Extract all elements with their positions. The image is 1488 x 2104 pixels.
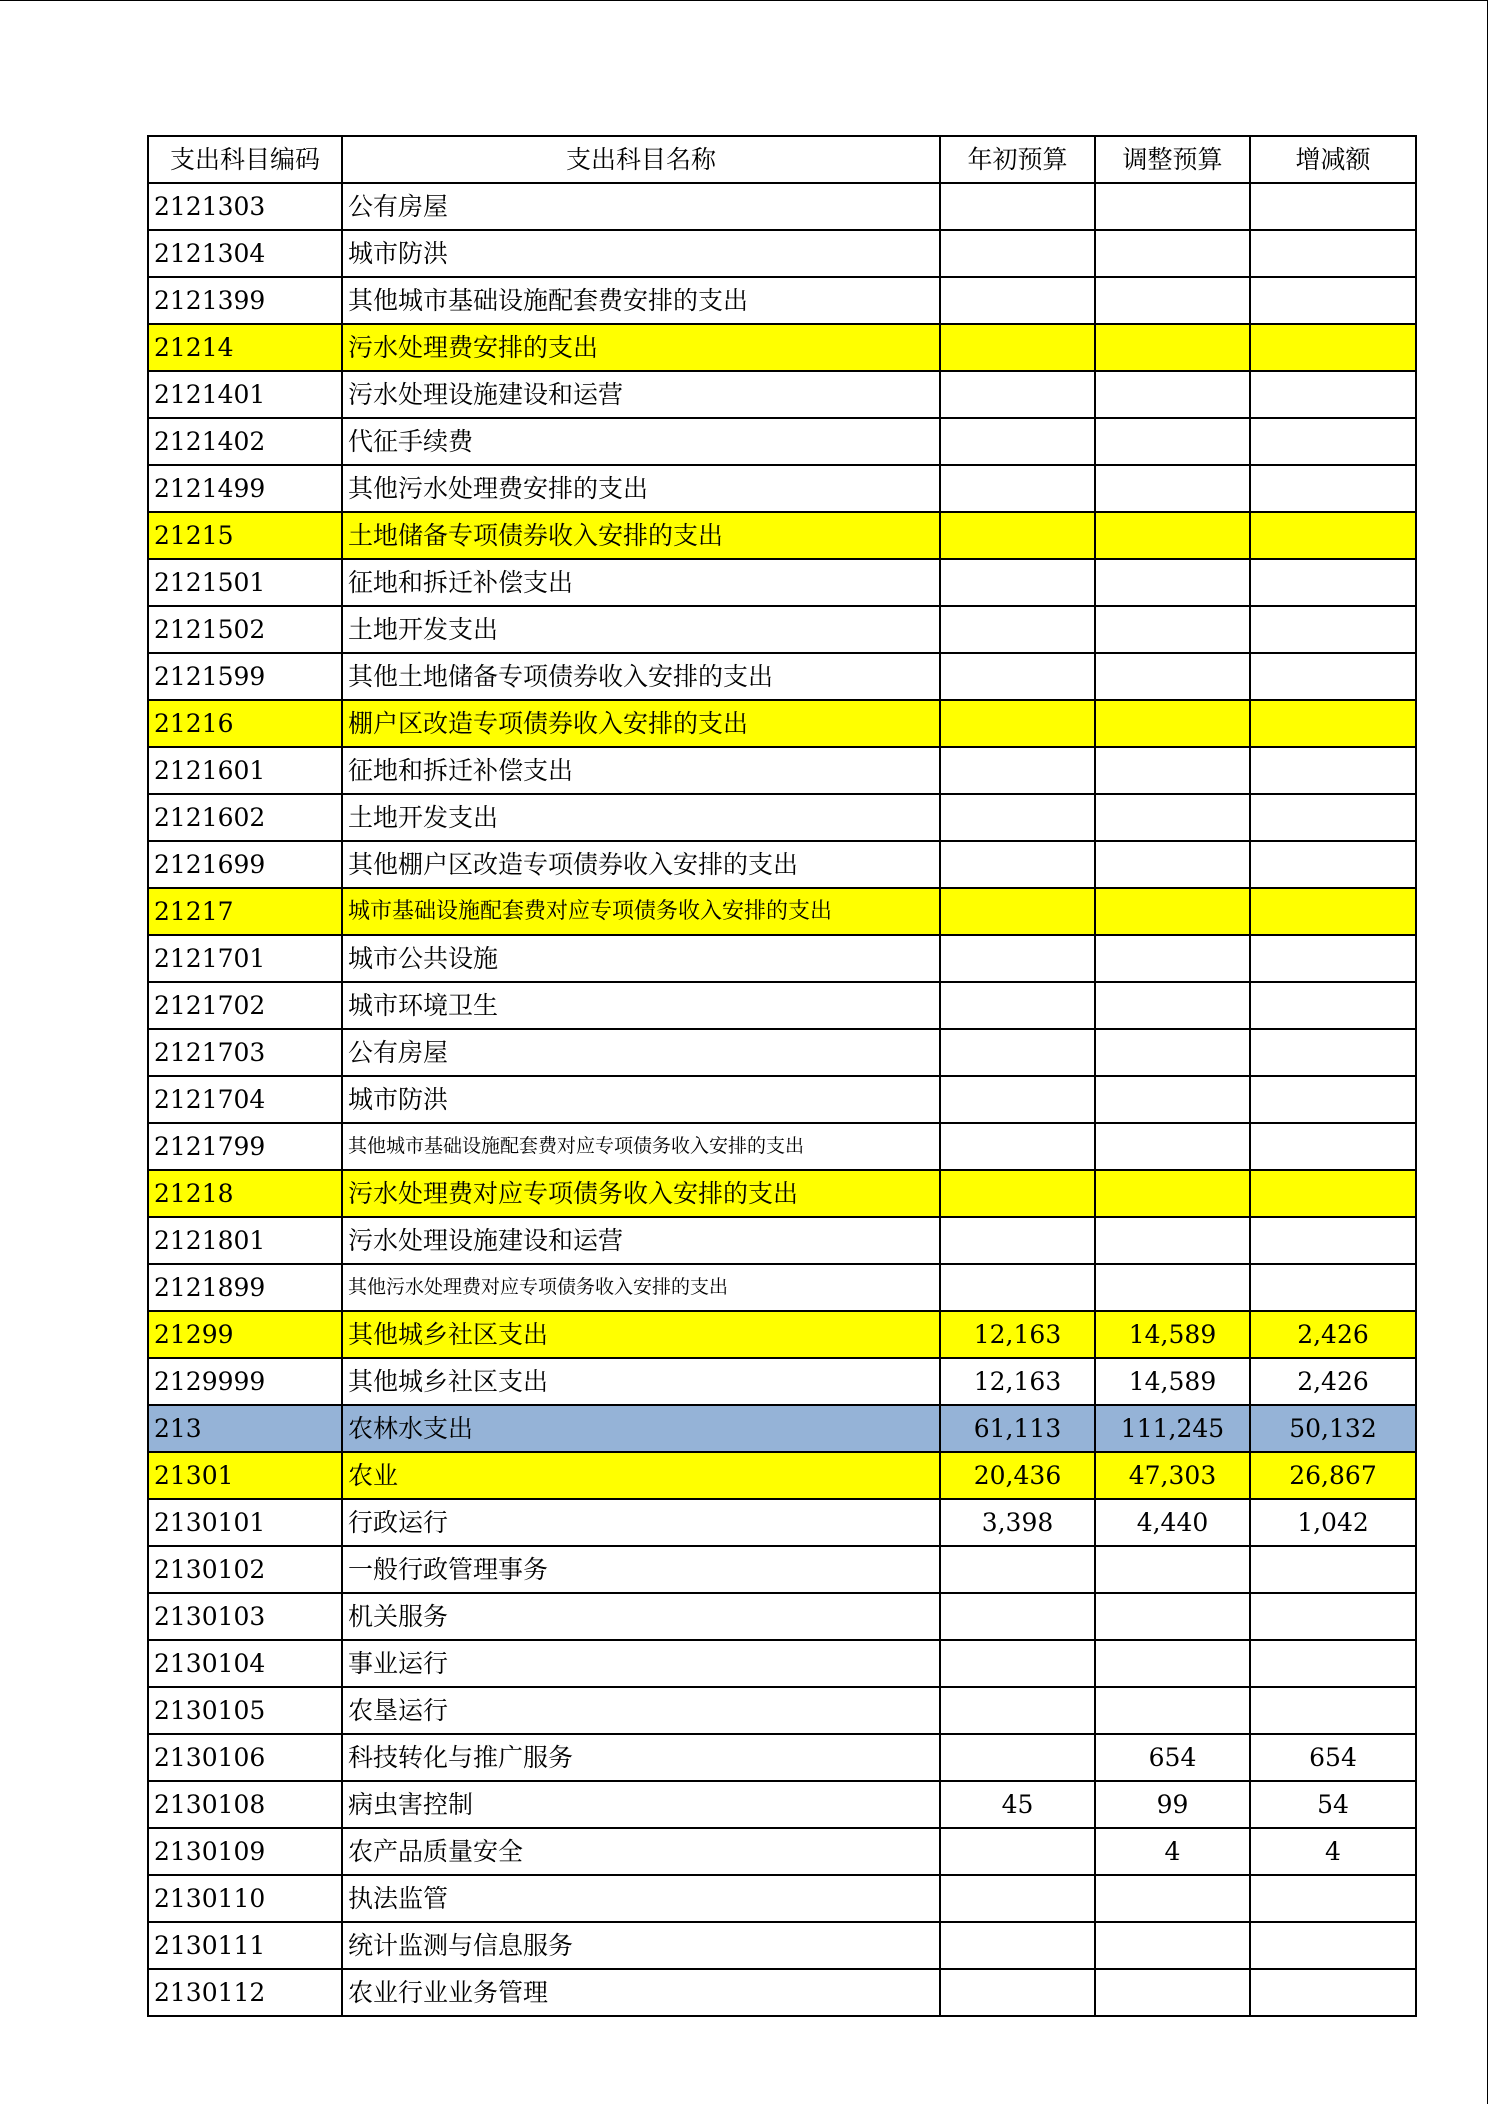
cell-adjusted-budget: 4 — [1095, 1828, 1250, 1875]
cell-name: 农业 — [342, 1452, 940, 1499]
cell-code: 2121601 — [148, 747, 342, 794]
cell-name: 一般行政管理事务 — [342, 1546, 940, 1593]
cell-change-amount — [1250, 1640, 1416, 1687]
cell-initial-budget: 12,163 — [940, 1311, 1095, 1358]
cell-name: 城市防洪 — [342, 230, 940, 277]
cell-adjusted-budget — [1095, 794, 1250, 841]
table-row — [148, 1687, 1416, 1734]
cell-change-amount — [1250, 512, 1416, 559]
cell-initial-budget — [940, 888, 1095, 935]
cell-adjusted-budget — [1095, 747, 1250, 794]
cell-code: 2130106 — [148, 1734, 342, 1781]
table-row — [148, 700, 1416, 747]
cell-initial-budget — [940, 653, 1095, 700]
cell-initial-budget — [940, 747, 1095, 794]
cell-change-amount — [1250, 465, 1416, 512]
table-row — [148, 1499, 1416, 1546]
cell-code: 2130109 — [148, 1828, 342, 1875]
table-row — [148, 1828, 1416, 1875]
cell-adjusted-budget — [1095, 700, 1250, 747]
table-row — [148, 747, 1416, 794]
cell-name: 土地开发支出 — [342, 794, 940, 841]
cell-code: 2121699 — [148, 841, 342, 888]
cell-code: 2121501 — [148, 559, 342, 606]
cell-initial-budget — [940, 1217, 1095, 1264]
header-adjusted-budget: 调整预算 — [1095, 136, 1250, 183]
cell-code: 2121702 — [148, 982, 342, 1029]
cell-initial-budget — [940, 1828, 1095, 1875]
cell-name: 污水处理设施建设和运营 — [342, 1217, 940, 1264]
cell-change-amount — [1250, 606, 1416, 653]
table-row — [148, 465, 1416, 512]
table-row — [148, 794, 1416, 841]
cell-name: 农产品质量安全 — [342, 1828, 940, 1875]
table-row — [148, 1358, 1416, 1405]
table-row — [148, 324, 1416, 371]
cell-change-amount — [1250, 653, 1416, 700]
header-initial-budget: 年初预算 — [940, 136, 1095, 183]
cell-name: 农垦运行 — [342, 1687, 940, 1734]
table-row — [148, 1264, 1416, 1311]
cell-change-amount: 26,867 — [1250, 1452, 1416, 1499]
cell-name: 污水处理费安排的支出 — [342, 324, 940, 371]
cell-adjusted-budget — [1095, 1076, 1250, 1123]
cell-initial-budget — [940, 1123, 1095, 1170]
cell-adjusted-budget — [1095, 1029, 1250, 1076]
cell-adjusted-budget — [1095, 1217, 1250, 1264]
cell-change-amount — [1250, 794, 1416, 841]
table-row — [148, 982, 1416, 1029]
cell-adjusted-budget — [1095, 1170, 1250, 1217]
cell-adjusted-budget — [1095, 1687, 1250, 1734]
cell-adjusted-budget: 14,589 — [1095, 1358, 1250, 1405]
cell-name: 污水处理费对应专项债务收入安排的支出 — [342, 1170, 940, 1217]
cell-code: 2121502 — [148, 606, 342, 653]
cell-change-amount — [1250, 1969, 1416, 2016]
cell-adjusted-budget: 4,440 — [1095, 1499, 1250, 1546]
cell-adjusted-budget — [1095, 418, 1250, 465]
cell-change-amount: 1,042 — [1250, 1499, 1416, 1546]
cell-change-amount: 654 — [1250, 1734, 1416, 1781]
cell-initial-budget — [940, 183, 1095, 230]
cell-code: 21301 — [148, 1452, 342, 1499]
cell-name: 其他棚户区改造专项债券收入安排的支出 — [342, 841, 940, 888]
cell-code: 2130112 — [148, 1969, 342, 2016]
cell-code: 2121801 — [148, 1217, 342, 1264]
table-row — [148, 841, 1416, 888]
cell-change-amount — [1250, 888, 1416, 935]
cell-adjusted-budget — [1095, 1593, 1250, 1640]
cell-code: 2130102 — [148, 1546, 342, 1593]
cell-initial-budget — [940, 1640, 1095, 1687]
cell-initial-budget — [940, 418, 1095, 465]
cell-name: 城市环境卫生 — [342, 982, 940, 1029]
cell-name: 城市公共设施 — [342, 935, 940, 982]
cell-change-amount — [1250, 559, 1416, 606]
table-header — [148, 136, 1416, 183]
cell-code: 2121701 — [148, 935, 342, 982]
cell-initial-budget: 3,398 — [940, 1499, 1095, 1546]
cell-adjusted-budget — [1095, 465, 1250, 512]
table-row — [148, 183, 1416, 230]
cell-name: 其他城市基础设施配套费对应专项债务收入安排的支出 — [342, 1123, 940, 1170]
cell-name: 农业行业业务管理 — [342, 1969, 940, 2016]
cell-initial-budget — [940, 1264, 1095, 1311]
cell-change-amount — [1250, 324, 1416, 371]
cell-initial-budget — [940, 1969, 1095, 2016]
table-row — [148, 1452, 1416, 1499]
cell-adjusted-budget — [1095, 512, 1250, 559]
cell-code: 2130103 — [148, 1593, 342, 1640]
cell-initial-budget — [940, 794, 1095, 841]
cell-name: 土地开发支出 — [342, 606, 940, 653]
cell-code: 2121401 — [148, 371, 342, 418]
cell-change-amount — [1250, 371, 1416, 418]
cell-name: 统计监测与信息服务 — [342, 1922, 940, 1969]
cell-name: 其他城乡社区支出 — [342, 1311, 940, 1358]
cell-code: 2130104 — [148, 1640, 342, 1687]
cell-initial-budget — [940, 1922, 1095, 1969]
cell-adjusted-budget — [1095, 371, 1250, 418]
table-row — [148, 1734, 1416, 1781]
cell-adjusted-budget — [1095, 277, 1250, 324]
table-row — [148, 1875, 1416, 1922]
cell-change-amount — [1250, 841, 1416, 888]
table-row — [148, 1969, 1416, 2016]
header-code: 支出科目编码 — [148, 136, 342, 183]
cell-adjusted-budget — [1095, 1969, 1250, 2016]
cell-name: 代征手续费 — [342, 418, 940, 465]
table-body — [148, 183, 1416, 2016]
cell-code: 2121499 — [148, 465, 342, 512]
table-row — [148, 1405, 1416, 1452]
cell-adjusted-budget — [1095, 183, 1250, 230]
cell-initial-budget — [940, 982, 1095, 1029]
cell-adjusted-budget — [1095, 1875, 1250, 1922]
table-row — [148, 1640, 1416, 1687]
table-row — [148, 653, 1416, 700]
cell-initial-budget — [940, 1734, 1095, 1781]
cell-code: 213 — [148, 1405, 342, 1452]
header-name: 支出科目名称 — [342, 136, 940, 183]
cell-name: 其他污水处理费安排的支出 — [342, 465, 940, 512]
cell-change-amount — [1250, 183, 1416, 230]
cell-code: 2121599 — [148, 653, 342, 700]
cell-code: 2130105 — [148, 1687, 342, 1734]
cell-name: 其他城乡社区支出 — [342, 1358, 940, 1405]
cell-name: 事业运行 — [342, 1640, 940, 1687]
cell-code: 21299 — [148, 1311, 342, 1358]
cell-initial-budget — [940, 324, 1095, 371]
table-row — [148, 888, 1416, 935]
cell-change-amount — [1250, 230, 1416, 277]
cell-code: 21218 — [148, 1170, 342, 1217]
cell-name: 机关服务 — [342, 1593, 940, 1640]
cell-adjusted-budget — [1095, 1640, 1250, 1687]
cell-change-amount: 50,132 — [1250, 1405, 1416, 1452]
cell-change-amount — [1250, 1170, 1416, 1217]
table-row — [148, 1076, 1416, 1123]
cell-name: 行政运行 — [342, 1499, 940, 1546]
cell-name: 公有房屋 — [342, 183, 940, 230]
table-row — [148, 371, 1416, 418]
cell-code: 21216 — [148, 700, 342, 747]
table-row — [148, 1922, 1416, 1969]
cell-name: 其他污水处理费对应专项债务收入安排的支出 — [342, 1264, 940, 1311]
cell-adjusted-budget — [1095, 1264, 1250, 1311]
cell-adjusted-budget: 654 — [1095, 1734, 1250, 1781]
cell-initial-budget — [940, 465, 1095, 512]
cell-initial-budget — [940, 1546, 1095, 1593]
cell-change-amount — [1250, 935, 1416, 982]
cell-initial-budget: 20,436 — [940, 1452, 1095, 1499]
cell-name: 农林水支出 — [342, 1405, 940, 1452]
cell-code: 2121703 — [148, 1029, 342, 1076]
cell-initial-budget: 45 — [940, 1781, 1095, 1828]
cell-code: 2121399 — [148, 277, 342, 324]
cell-code: 21214 — [148, 324, 342, 371]
cell-adjusted-budget — [1095, 606, 1250, 653]
table-row — [148, 512, 1416, 559]
table-row — [148, 935, 1416, 982]
cell-initial-budget: 12,163 — [940, 1358, 1095, 1405]
cell-code: 2121799 — [148, 1123, 342, 1170]
page-top-edge — [0, 0, 1488, 1]
table-row — [148, 606, 1416, 653]
table-row — [148, 230, 1416, 277]
cell-name: 公有房屋 — [342, 1029, 940, 1076]
cell-initial-budget — [940, 700, 1095, 747]
cell-name: 征地和拆迁补偿支出 — [342, 559, 940, 606]
cell-code: 2129999 — [148, 1358, 342, 1405]
cell-adjusted-budget — [1095, 230, 1250, 277]
cell-initial-budget — [940, 841, 1095, 888]
cell-adjusted-budget: 47,303 — [1095, 1452, 1250, 1499]
cell-name: 征地和拆迁补偿支出 — [342, 747, 940, 794]
cell-initial-budget — [940, 512, 1095, 559]
cell-initial-budget — [940, 1875, 1095, 1922]
cell-code: 2121602 — [148, 794, 342, 841]
cell-initial-budget — [940, 559, 1095, 606]
cell-code: 2130108 — [148, 1781, 342, 1828]
cell-initial-budget — [940, 277, 1095, 324]
cell-change-amount: 2,426 — [1250, 1311, 1416, 1358]
cell-code: 2121899 — [148, 1264, 342, 1311]
cell-change-amount — [1250, 700, 1416, 747]
cell-adjusted-budget — [1095, 1546, 1250, 1593]
cell-code: 2121704 — [148, 1076, 342, 1123]
cell-name: 其他城市基础设施配套费安排的支出 — [342, 277, 940, 324]
cell-adjusted-budget — [1095, 841, 1250, 888]
cell-name: 城市基础设施配套费对应专项债务收入安排的支出 — [342, 888, 940, 935]
cell-initial-budget — [940, 1029, 1095, 1076]
cell-name: 病虫害控制 — [342, 1781, 940, 1828]
cell-name: 其他土地储备专项债券收入安排的支出 — [342, 653, 940, 700]
cell-change-amount — [1250, 1264, 1416, 1311]
cell-adjusted-budget — [1095, 1922, 1250, 1969]
cell-name: 土地储备专项债券收入安排的支出 — [342, 512, 940, 559]
header-row — [148, 136, 1416, 183]
cell-adjusted-budget — [1095, 653, 1250, 700]
table-row — [148, 1217, 1416, 1264]
cell-code: 2130101 — [148, 1499, 342, 1546]
table-row — [148, 277, 1416, 324]
cell-initial-budget — [940, 935, 1095, 982]
cell-initial-budget — [940, 1687, 1095, 1734]
table-row — [148, 418, 1416, 465]
cell-initial-budget: 61,113 — [940, 1405, 1095, 1452]
cell-initial-budget — [940, 1170, 1095, 1217]
cell-code: 2121304 — [148, 230, 342, 277]
cell-change-amount — [1250, 418, 1416, 465]
cell-adjusted-budget — [1095, 324, 1250, 371]
cell-adjusted-budget: 14,589 — [1095, 1311, 1250, 1358]
cell-change-amount: 4 — [1250, 1828, 1416, 1875]
cell-initial-budget — [940, 230, 1095, 277]
table-row — [148, 1546, 1416, 1593]
cell-change-amount — [1250, 1687, 1416, 1734]
cell-code: 2130111 — [148, 1922, 342, 1969]
cell-code: 2121402 — [148, 418, 342, 465]
table-row — [148, 1593, 1416, 1640]
table-row — [148, 1029, 1416, 1076]
cell-adjusted-budget: 111,245 — [1095, 1405, 1250, 1452]
cell-adjusted-budget — [1095, 559, 1250, 606]
table-row — [148, 1123, 1416, 1170]
cell-name: 棚户区改造专项债券收入安排的支出 — [342, 700, 940, 747]
cell-adjusted-budget — [1095, 888, 1250, 935]
cell-change-amount — [1250, 1029, 1416, 1076]
cell-initial-budget — [940, 1593, 1095, 1640]
cell-code: 21217 — [148, 888, 342, 935]
cell-initial-budget — [940, 606, 1095, 653]
cell-change-amount — [1250, 982, 1416, 1029]
cell-change-amount: 2,426 — [1250, 1358, 1416, 1405]
header-change-amount: 增减额 — [1250, 136, 1416, 183]
cell-code: 2130110 — [148, 1875, 342, 1922]
cell-change-amount — [1250, 1593, 1416, 1640]
cell-change-amount — [1250, 1217, 1416, 1264]
cell-adjusted-budget — [1095, 1123, 1250, 1170]
budget-adjustment-table — [147, 135, 1417, 2017]
cell-change-amount — [1250, 1922, 1416, 1969]
table-row — [148, 1781, 1416, 1828]
table-row — [148, 1170, 1416, 1217]
cell-initial-budget — [940, 1076, 1095, 1123]
cell-change-amount — [1250, 277, 1416, 324]
cell-name: 科技转化与推广服务 — [342, 1734, 940, 1781]
cell-change-amount — [1250, 1875, 1416, 1922]
cell-change-amount — [1250, 1546, 1416, 1593]
cell-change-amount — [1250, 1076, 1416, 1123]
cell-name: 污水处理设施建设和运营 — [342, 371, 940, 418]
cell-change-amount — [1250, 747, 1416, 794]
cell-adjusted-budget — [1095, 935, 1250, 982]
table-row — [148, 559, 1416, 606]
cell-code: 21215 — [148, 512, 342, 559]
cell-change-amount — [1250, 1123, 1416, 1170]
cell-adjusted-budget — [1095, 982, 1250, 1029]
cell-initial-budget — [940, 371, 1095, 418]
cell-code: 2121303 — [148, 183, 342, 230]
cell-name: 执法监管 — [342, 1875, 940, 1922]
cell-change-amount: 54 — [1250, 1781, 1416, 1828]
cell-name: 城市防洪 — [342, 1076, 940, 1123]
table-row — [148, 1311, 1416, 1358]
cell-adjusted-budget: 99 — [1095, 1781, 1250, 1828]
